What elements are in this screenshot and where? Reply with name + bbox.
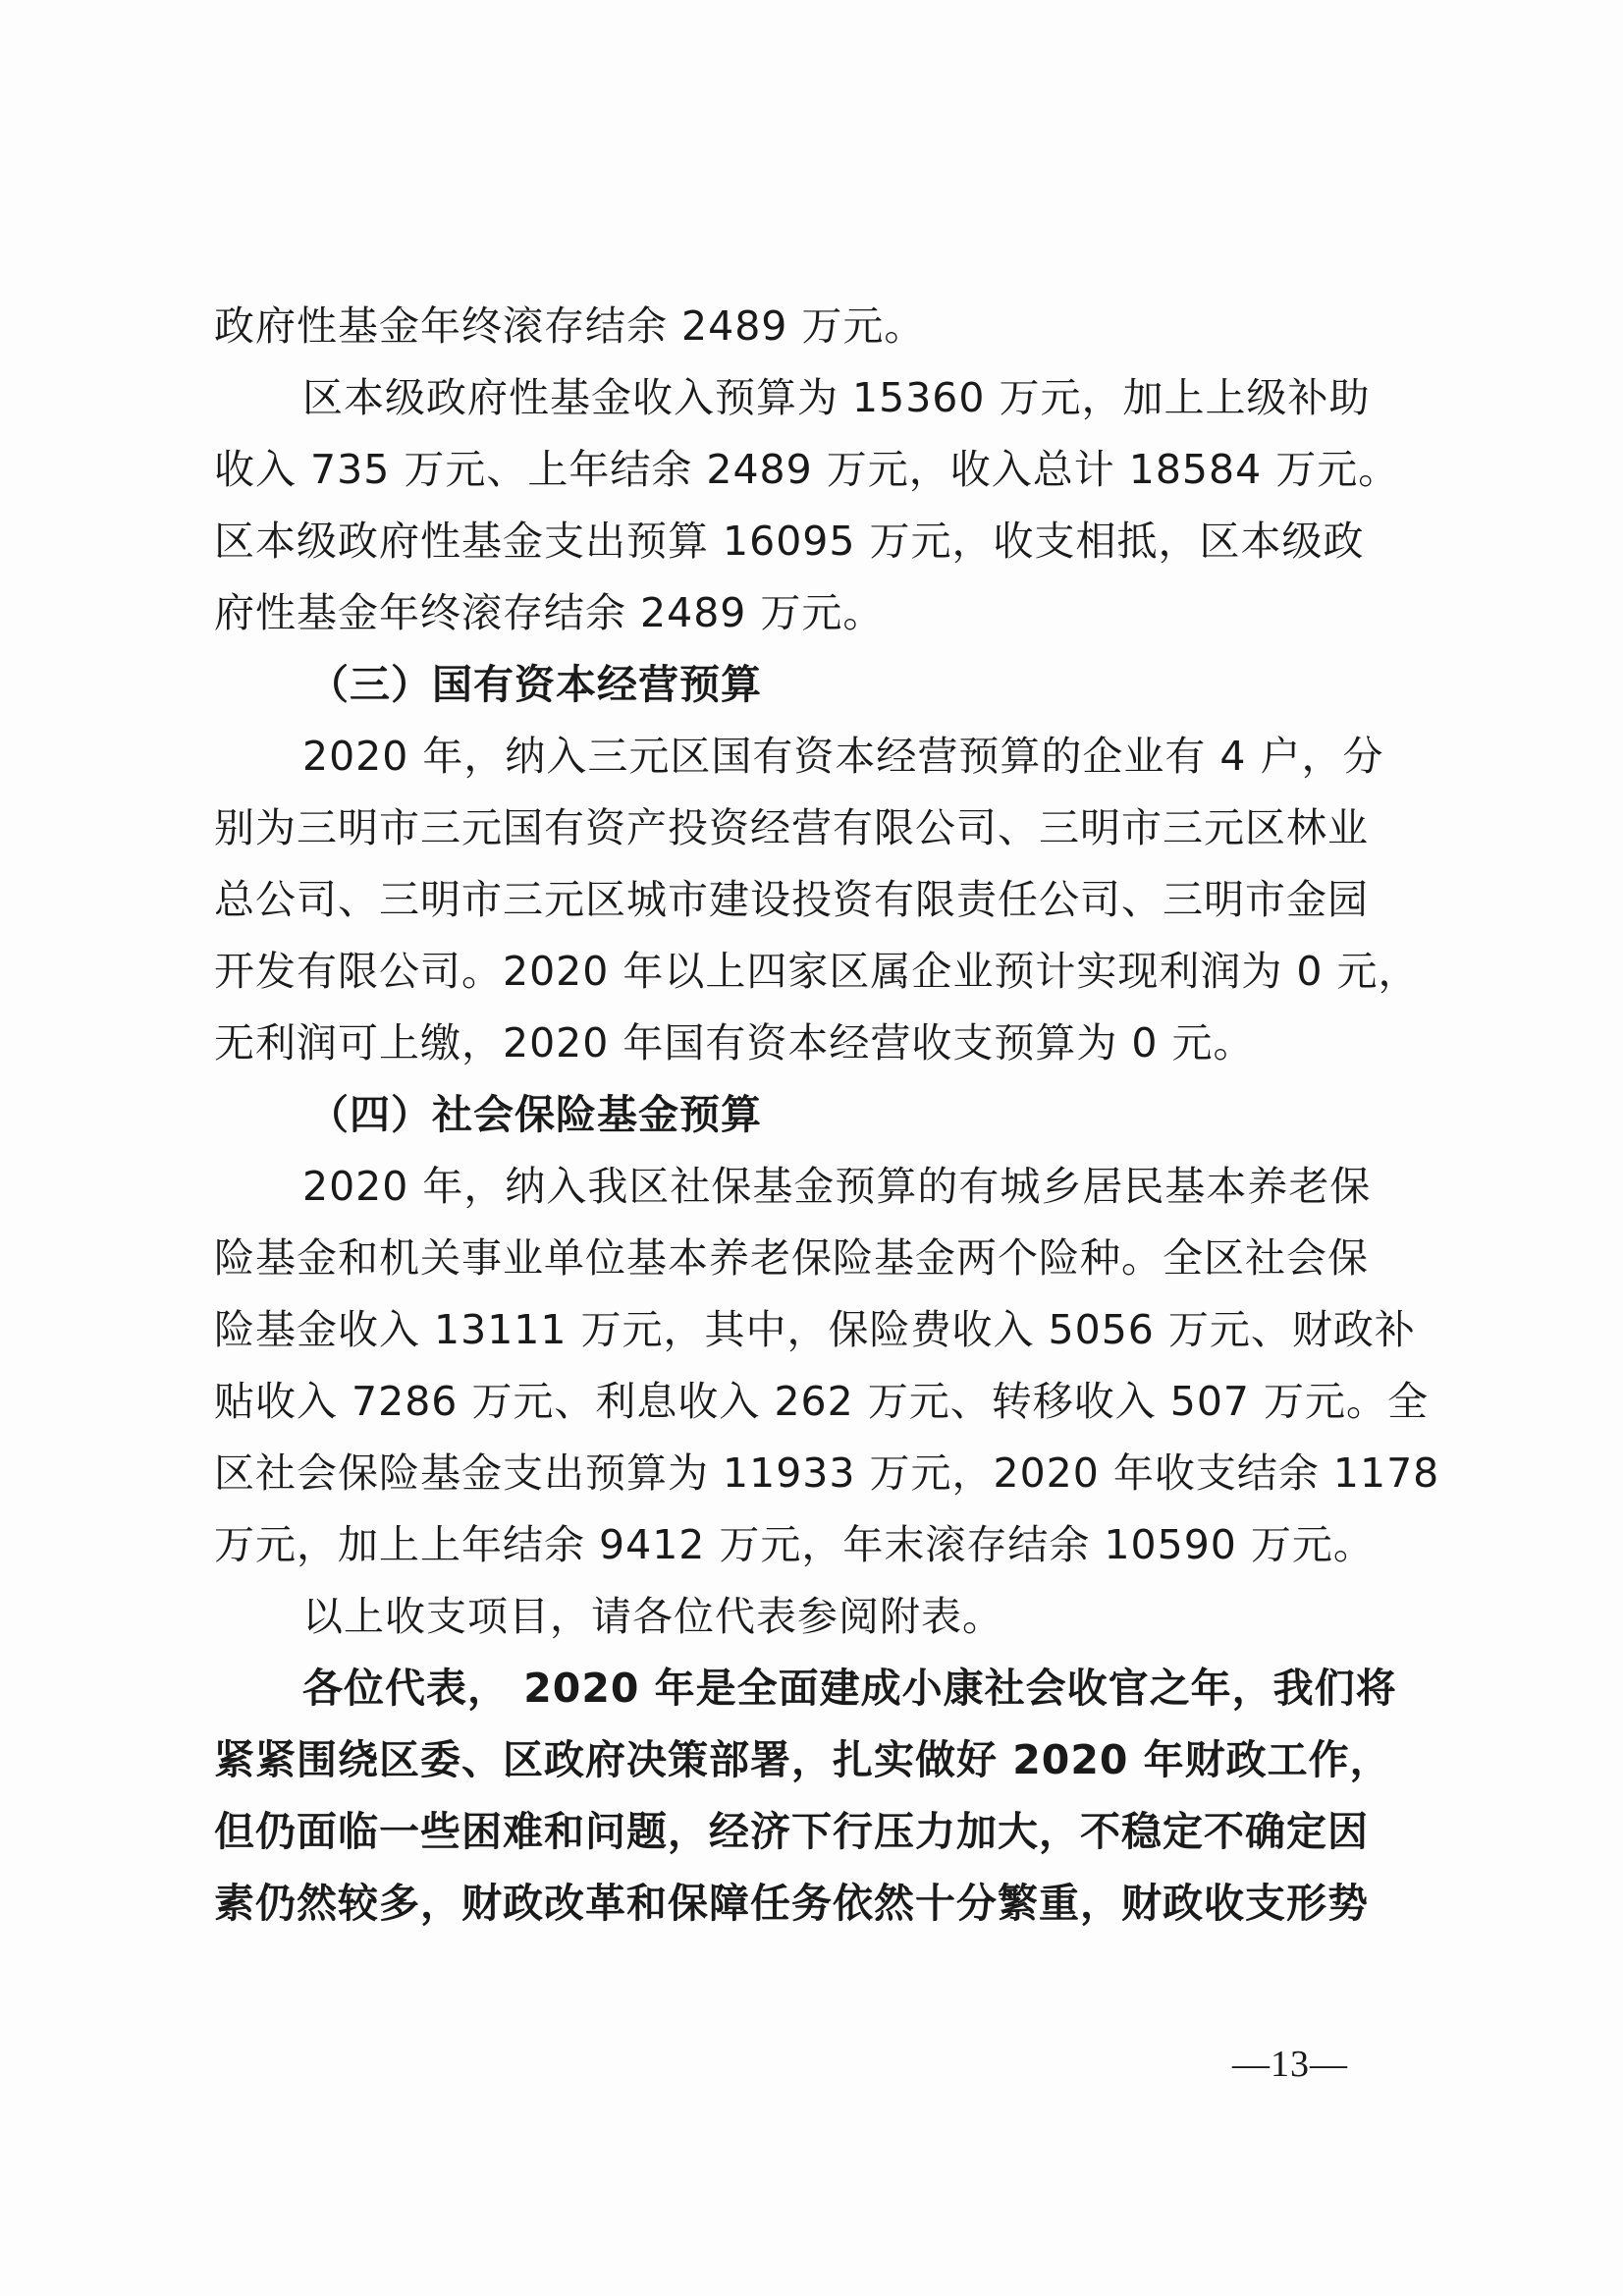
section-heading: （三）国有资本经营预算 <box>308 661 762 708</box>
section-heading: （四）社会保险基金预算 <box>308 1091 762 1138</box>
paragraph-line: 政府性基金年终滚存结余 2489 万元。 <box>214 302 926 350</box>
paragraph-line: 以上收支项目，请各位代表参阅附表。 <box>302 1593 1003 1640</box>
paragraph-line: 险基金收入 13111 万元，其中，保险费收入 5056 万元、财政补 <box>214 1306 1416 1353</box>
paragraph-line: 区本级政府性基金收入预算为 15360 万元，加上上级补助 <box>302 374 1371 421</box>
paragraph-line: 2020 年，纳入三元区国有资本经营预算的企业有 4 户，分 <box>302 733 1384 780</box>
paragraph-line: 区本级政府性基金支出预算 16095 万元，收支相抵，区本级政 <box>214 518 1365 565</box>
paragraph-line: 开发有限公司。2020 年以上四家区属企业预计实现利润为 0 元， <box>214 948 1420 995</box>
paragraph-line-bold: 紧紧围绕区委、区政府决策部署，扎实做好 2020 年财政工作， <box>214 1736 1391 1783</box>
paragraph-line: 无利润可上缴，2020 年国有资本经营收支预算为 0 元。 <box>214 1019 1255 1066</box>
body-text <box>214 291 1440 1940</box>
paragraph-line: 险基金和机关事业单位基本养老保险基金两个险种。全区社会保 <box>214 1234 1369 1282</box>
paragraph-line-bold: 素仍然较多，财政改革和保障任务依然十分繁重，财政收支形势 <box>214 1880 1369 1927</box>
paragraph-line-bold: 但仍面临一些困难和问题，经济下行压力加大，不稳定不确定因 <box>214 1808 1369 1855</box>
paragraph-line: 2020 年，纳入我区社保基金预算的有城乡居民基本养老保 <box>302 1163 1372 1210</box>
paragraph-line: 收入 735 万元、上年结余 2489 万元，收入总计 18584 万元。 <box>214 446 1400 493</box>
paragraph-line: 别为三明市三元国有资产投资经营有限公司、三明市三元区林业 <box>214 804 1369 851</box>
paragraph-line: 区社会保险基金支出预算为 11933 万元，2020 年收支结余 1178 <box>214 1449 1440 1497</box>
paragraph-line: 府性基金年终滚存结余 2489 万元。 <box>214 589 885 636</box>
paragraph-line: 万元，加上上年结余 9412 万元，年末滚存结余 10590 万元。 <box>214 1521 1375 1568</box>
paragraph-line: 贴收入 7286 万元、利息收入 262 万元、转移收入 507 万元。全 <box>214 1378 1430 1425</box>
page-number: —13— <box>1232 2044 1348 2085</box>
paragraph-line-bold: 各位代表， 2020 年是全面建成小康社会收官之年，我们将 <box>302 1665 1397 1712</box>
paragraph-line: 总公司、三明市三元区城市建设投资有限责任公司、三明市金园 <box>214 876 1369 923</box>
